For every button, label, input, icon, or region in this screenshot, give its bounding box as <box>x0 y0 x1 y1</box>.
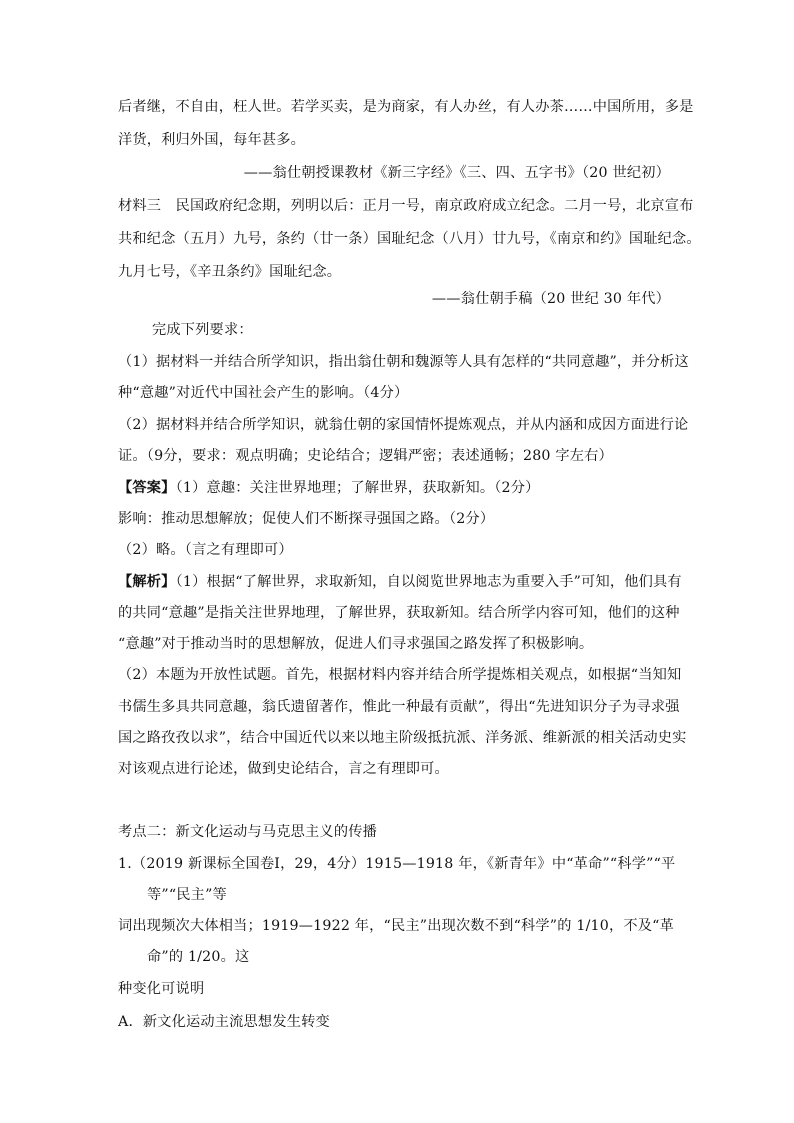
question-2-line-1: （2）据材料并结合所学知识，就翁仕朝的家国情怀提炼观点，并从内涵和成因方面进行论 <box>118 417 689 433</box>
material-two-line-1: 后者继，不自由，枉人世。若学买卖，是为商家，有人办丝，有人办茶……中国所用，多是 <box>118 99 694 115</box>
material-three-line-2: 共和纪念（五月）九号，条约（廿一条）国耻纪念（八月）廿九号，《南京和约》国耻纪念。 <box>118 231 701 247</box>
material-three-line-1: 材料三 民国政府纪念期，列明以后：正月一号，南京政府成立纪念。二月一号，北京宣布 <box>118 198 694 214</box>
analysis-line-6: 国之路孜孜以求”，结合中国近代以来以地主阶级抵抗派、洋务派、维新派的相关活动史实 <box>118 730 687 746</box>
analysis-line-2: 的共同“意趣”是指关注世界地理，了解世界，获取新知。结合所学内容可知，他们的这种 <box>118 605 680 621</box>
analysis-line-7: 对该观点进行论述，做到史论结合，言之有理即可。 <box>118 761 449 777</box>
answer-line-3: （2）略。（言之有理即可） <box>118 542 293 558</box>
material-two-line-2: 洋货，利归外国，每年甚多。 <box>118 132 306 148</box>
option-a: A．新文化运动主流思想发生转变 <box>118 1014 330 1030</box>
answer-text-1: （1）意趣：关注世界地理；了解世界，获取新知。（2分） <box>175 480 540 496</box>
question-1-line-1: （1）据材料一并结合所学知识，指出翁仕朝和魏源等人具有怎样的“共同意趣”，并分析这 <box>118 354 689 370</box>
section-two-question-line-1: 1.（2019 新课标全国卷Ⅰ，29，4分）1915—1918 年，《新青年》中“革命”“科学”“平 <box>118 856 676 872</box>
analysis-text-1: （1）根据“了解世界，求取新知，自以阅览世界地志为重要入手”可知，他们具有 <box>175 574 682 590</box>
question-2-line-2: 证。（9分，要求：观点明确；史论结合；逻辑严密；表述通畅；280 字左右） <box>118 448 613 464</box>
material-three-source: ——翁仕朝手稿（20 世纪 30 年代） <box>431 291 670 307</box>
material-two-source: ——翁仕朝授课教材《新三字经》《三、四、五字书》（20 世纪初） <box>243 165 670 181</box>
section-two-question-line-3: 词出现频次大体相当；1919—1922 年，“民主”出现次数不到“科学”的 1/10，不及“革 <box>118 918 675 934</box>
material-three-line-3: 九月七号，《辛丑条约》国耻纪念。 <box>118 264 342 280</box>
question-1-line-2: 种“意趣”对近代中国社会产生的影响。（4分） <box>118 385 409 401</box>
section-two-question-line-5: 种变化可说明 <box>118 981 205 997</box>
analysis-line-1 <box>118 572 682 592</box>
answer-label: 【答案】 <box>118 480 176 496</box>
requirements-intro: 完成下列要求： <box>152 322 253 338</box>
analysis-label: 【解析】 <box>118 574 176 590</box>
section-two-question-line-4: 命”的 1/20。这 <box>147 949 250 965</box>
answer-line-1 <box>118 478 540 498</box>
analysis-line-4: （2）本题为开放性试题。首先，根据材料内容并结合所学提炼相关观点，如根据“当知知 <box>118 667 682 683</box>
analysis-line-5: 书儒生多具共同意趣，翁氏遗留著作，惟此一种最有贡献”，得出“先进知识分子为寻求强 <box>118 699 680 715</box>
analysis-line-3: “意趣”对于推动当时的思想解放，促进人们寻求强国之路发挥了积极影响。 <box>118 636 594 652</box>
section-two-question-line-2: 等”“民主”等 <box>147 887 227 903</box>
answer-line-2: 影响：推动思想解放；促使人们不断探寻强国之路。（2分） <box>118 511 495 527</box>
section-two-heading: 考点二：新文化运动与马克思主义的传播 <box>118 824 377 840</box>
